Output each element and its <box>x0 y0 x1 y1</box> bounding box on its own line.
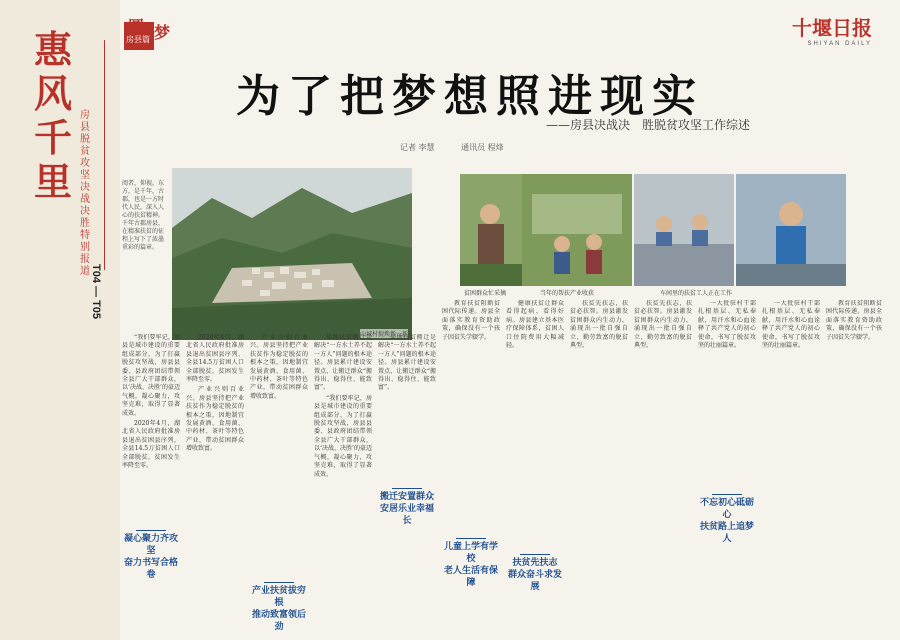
workshop-photo <box>634 174 734 286</box>
section-title: 不忘初心砥砺心 扶贫路上追梦人 <box>699 498 754 544</box>
paragraph: 健康扶贫让群众看得起病、看得好病。房县建立基本医疗保障体系，贫困人口住院费用大幅减轻。 <box>506 300 564 350</box>
photo-factory <box>736 174 846 286</box>
series-title <box>30 28 78 204</box>
paragraph: 易地扶贫搬迁是解决“一方水土养不起一方人”问题的根本途径。房县累计建设安置点，让搬迁群众“搬得出、稳得住、能致富”。 <box>314 334 372 392</box>
section-rule <box>456 538 486 539</box>
paragraph: 易地扶贫搬迁是解决“一方水土养不起一方人”问题的根本途径。房县累计建设安置点，让搬迁群众“搬得出、稳得住、能致富”。 <box>378 334 436 392</box>
section-title: 搬迁安置群众 安居乐业幸福长 <box>379 492 434 526</box>
article-column-8 <box>570 300 628 624</box>
article-column-2 <box>186 334 244 624</box>
section-title: 产业扶贫拔穷根 推动致富领后劲 <box>251 586 306 632</box>
paragraph: 扶贫先扶志，扶贫必扶智。房县激发贫困群众内生动力，涌现出一批自强自立、勤劳致富的脱贫典型。 <box>570 300 628 350</box>
paragraph: 2020年4月，湖北省人民政府批准房县退出贫困县序列，全县14.5万贫困人口全部脱贫，贫困发生率降至零。 <box>186 334 244 384</box>
section-rule <box>136 530 166 531</box>
newspaper-english-name: SHIYAN DAILY <box>807 41 872 47</box>
section-title: 凝心聚力齐攻坚 奋力书写合格卷 <box>123 534 178 580</box>
photo-harvest <box>460 174 522 286</box>
photo-caption-3: 车间里的扶贫工人正在工作 <box>660 290 733 297</box>
paragraph: 一大批驻村干部扎根基层、无私奉献，用汗水和心血诠释了共产党人的初心使命，书写了脱贫攻坚的壮丽篇章。 <box>762 300 820 350</box>
farm-photo <box>522 174 632 286</box>
series-title-char: 惠 <box>33 27 74 72</box>
logo-char-1: 圆 <box>128 17 145 36</box>
article-column-3 <box>250 334 308 574</box>
section-title: 扶贫先扶志 群众奋斗求发展 <box>507 558 562 592</box>
section-rule <box>392 488 422 489</box>
logo-tag: 房县篇 <box>126 35 150 44</box>
masthead <box>792 12 872 47</box>
article-column-4 <box>314 334 372 624</box>
section-rule <box>712 494 742 495</box>
article-column-10 <box>698 300 756 486</box>
article-column-7 <box>506 300 564 510</box>
section-logo <box>124 14 174 54</box>
photo-farm <box>522 174 632 286</box>
subheadline: ——房县决战决 胜脱贫攻坚工作综述 <box>545 118 750 132</box>
newspaper-name: 十堰日报 <box>792 16 872 40</box>
section-head-3 <box>378 486 436 527</box>
article-column-11 <box>762 300 820 624</box>
section-head-5 <box>506 552 564 593</box>
harvest-photo <box>460 174 522 286</box>
paragraph: “我们要牢记，房县是城市建设的重要组成部分，为了打赢脱贫攻坚战，房县县委、县政府团结带领全县广大干部群众，以‘决战、决胜’的豪迈气概，凝心聚力，攻坚克难，取得了显著成效。 <box>314 394 372 478</box>
paragraph: 教育扶贫阻断贫困代际传递。房县全面落实教育资助政策，确保没有一个孩子因贫失学辍学。 <box>826 300 882 341</box>
factory-photo <box>736 174 846 286</box>
series-divider <box>104 40 105 270</box>
section-rule <box>264 582 294 583</box>
article-column-5 <box>378 334 436 484</box>
section-head-1 <box>122 528 180 581</box>
section-title: 儿童上学有学校 老人生活有保障 <box>443 542 498 588</box>
paragraph: 教育扶贫阻断贫困代际传递。房县全面落实教育资助政策，确保没有一个孩子因贫失学辍学。 <box>442 300 500 341</box>
photo-workshop <box>634 174 734 286</box>
article-column-6 <box>442 300 500 530</box>
page-numbers: T04 — T05 <box>90 264 102 320</box>
main-photo <box>172 168 412 340</box>
correspondent-name: 通讯员 程烽 <box>461 143 504 152</box>
series-title-char: 风 <box>33 71 74 116</box>
main-photo-caption: 山城村貌焕然一新 <box>359 331 408 338</box>
article-column-9 <box>634 300 692 624</box>
paragraph: 产业兴则百业兴。房县坚持把产业扶贫作为稳定脱贫的根本之策，因地制宜发展黄酒、食用菌、中药材、茶叶等特色产业，带动贫困群众增收致富。 <box>250 334 308 400</box>
logo-char-2: 梦 <box>154 23 171 42</box>
series-title-char: 里 <box>33 159 74 204</box>
photo-caption-2: 当年的帮扶产业收获 <box>540 290 595 297</box>
article-column-12 <box>826 300 882 624</box>
mountain-village-photo <box>172 168 412 340</box>
paragraph: 扶贫先扶志，扶贫必扶智。房县激发贫困群众内生动力，涌现出一批自强自立、勤劳致富的脱贫典型。 <box>634 300 692 350</box>
paragraph: 产业兴则百业兴。房县坚持把产业扶贫作为稳定脱贫的根本之策，因地制宜发展黄酒、食用菌、中药材、茶叶等特色产业，带动贫困群众增收致富。 <box>186 386 244 453</box>
section-rule <box>520 554 550 555</box>
headline: 为了把梦想照进现实 <box>236 71 704 122</box>
intro-text: 阅者，仰视。东方，是千年，古郡，也是一方时代人民，深入人心的扶贫精神。千年古郡房县，在精准扶贫的征程上写下了浓墨重彩的篇章。 <box>122 180 165 251</box>
byline <box>400 142 528 153</box>
section-head-4 <box>442 536 500 589</box>
paragraph: 2020年4月，湖北省人民政府批准房县退出贫困县序列，全县14.5万贫困人口全部脱贫，贫困发生率降至零。 <box>122 420 180 470</box>
series-title-char: 千 <box>33 115 74 160</box>
series-subtitle: 房县脱贫攻坚决战决胜特别报道 <box>80 110 90 277</box>
section-head-2 <box>250 580 308 633</box>
photo-caption-1: 贫困群众忙采摘 <box>464 290 507 297</box>
paragraph: 一大批驻村干部扎根基层、无私奉献，用汗水和心血诠释了共产党人的初心使命，书写了脱贫攻坚的壮丽篇章。 <box>698 300 756 350</box>
section-head-6 <box>698 492 756 545</box>
reporter-name: 记者 李慧 <box>400 143 435 152</box>
paragraph: “我们要牢记，房县是城市建设的重要组成部分，为了打赢脱贫攻坚战，房县县委、县政府团结带领全县广大干部群众，以‘决战、决胜’的豪迈气概，凝心聚力，攻坚克难，取得了显著成效。 <box>122 334 180 417</box>
